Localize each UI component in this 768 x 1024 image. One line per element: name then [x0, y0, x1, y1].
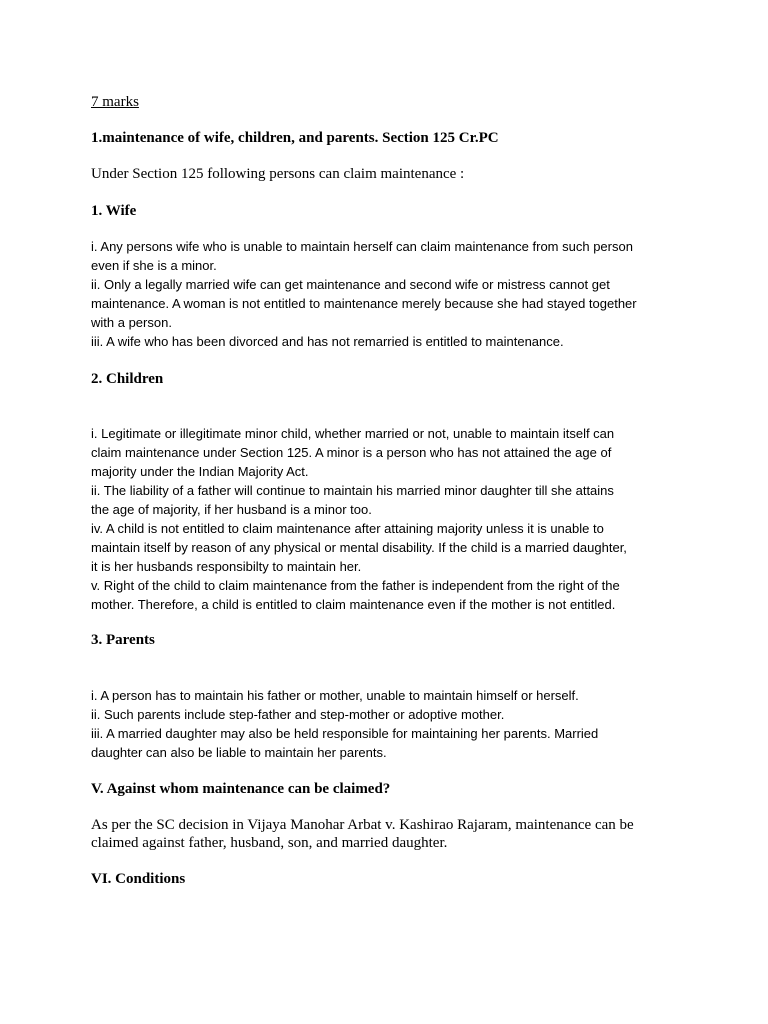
children-line: mother. Therefore, a child is entitled to claim maintenance even if the mother is not entitled.: [91, 597, 616, 612]
section-heading-wife: 1. Wife: [91, 203, 137, 219]
section-heading-against-whom: V. Against whom maintenance can be claimed?: [91, 781, 391, 797]
children-line: v. Right of the child to claim maintenance from the father is independent from the right of the: [91, 578, 620, 593]
parents-line: ii. Such parents include step-father and step-mother or adoptive mother.: [91, 707, 505, 722]
children-line: i. Legitimate or illegitimate minor child, whether married or not, unable to maintain itself can: [91, 426, 615, 441]
wife-line: maintenance. A woman is not entitled to maintenance merely because she had stayed together: [91, 296, 637, 311]
wife-line: ii. Only a legally married wife can get maintenance and second wife or mistress cannot get: [91, 277, 610, 292]
wife-line: i. Any persons wife who is unable to maintain herself can claim maintenance from such person: [91, 239, 633, 254]
against-whom-line: claimed against father, husband, son, and married daughter.: [91, 835, 448, 851]
wife-line: even if she is a minor.: [91, 258, 217, 273]
document-title: 1.maintenance of wife, children, and parents. Section 125 Cr.PC: [91, 130, 499, 146]
parents-paragraph: [91, 686, 691, 762]
wife-paragraph: [91, 237, 691, 351]
section-heading-conditions: VI. Conditions: [91, 871, 186, 887]
children-line: ii. The liability of a father will continue to maintain his married minor daughter till she attains: [91, 483, 614, 498]
section-heading-children: 2. Children: [91, 371, 164, 387]
children-line: maintain itself by reason of any physical or mental disability. If the child is a married daughter,: [91, 540, 627, 555]
parents-line: iii. A married daughter may also be held responsible for maintaining her parents. Married: [91, 726, 599, 741]
children-line: majority under the Indian Majority Act.: [91, 464, 309, 479]
section-heading-parents: 3. Parents: [91, 632, 155, 648]
children-line: it is her husbands responsibilty to maintain her.: [91, 559, 362, 574]
parents-line: i. A person has to maintain his father or mother, unable to maintain himself or herself.: [91, 688, 579, 703]
children-paragraph: [91, 424, 691, 614]
marks-heading: 7 marks: [91, 94, 139, 110]
against-whom-paragraph: [91, 816, 691, 852]
children-line: the age of majority, if her husband is a minor too.: [91, 502, 372, 517]
against-whom-line: As per the SC decision in Vijaya Manohar Arbat v. Kashirao Rajaram, maintenance can be: [91, 817, 634, 833]
wife-line: iii. A wife who has been divorced and has not remarried is entitled to maintenance.: [91, 334, 564, 349]
intro-paragraph: Under Section 125 following persons can claim maintenance :: [91, 166, 465, 182]
wife-line: with a person.: [91, 315, 172, 330]
children-line: iv. A child is not entitled to claim maintenance after attaining majority unless it is unable to: [91, 521, 604, 536]
children-line: claim maintenance under Section 125. A minor is a person who has not attained the age of: [91, 445, 612, 460]
parents-line: daughter can also be liable to maintain her parents.: [91, 745, 387, 760]
